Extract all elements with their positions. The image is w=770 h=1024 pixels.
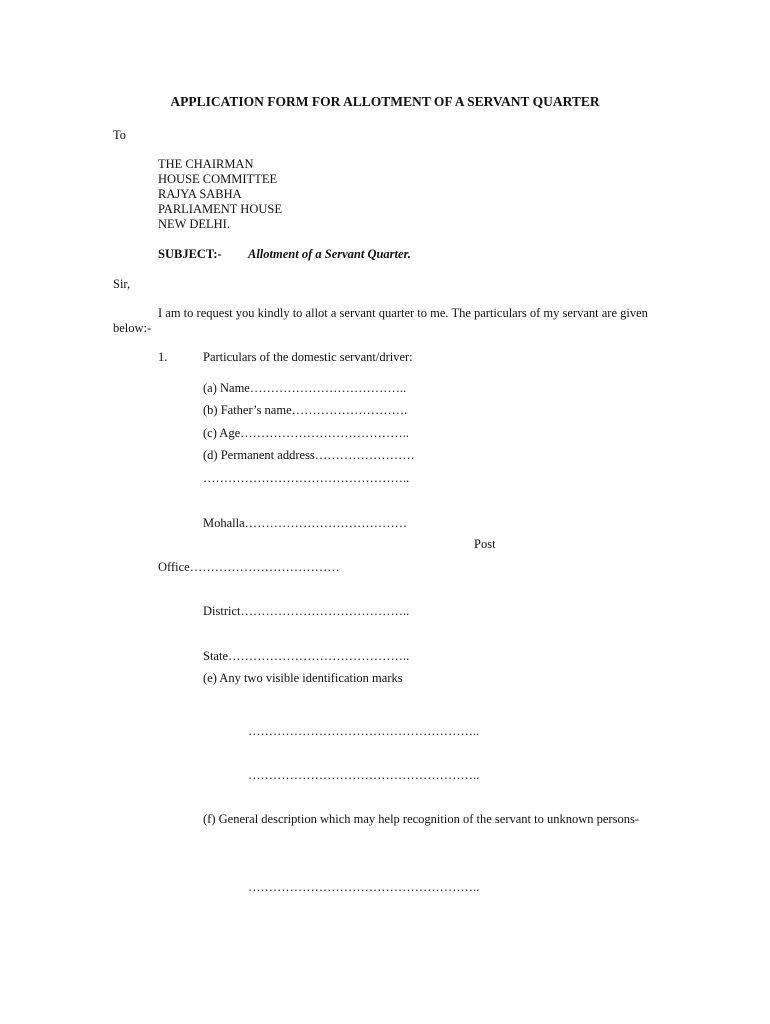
item-number: 1.	[158, 350, 168, 364]
name-field[interactable]: (a) Name………………………………..	[203, 381, 407, 395]
subject-text: Allotment of a Servant Quarter.	[248, 247, 411, 261]
request-line-2: below:-	[113, 321, 152, 335]
request-line-1: I am to request you kindly to allot a servant quarter to me. The particulars of my servant are given	[158, 306, 648, 320]
identification-mark-2-field[interactable]: ………………………………………………..	[248, 768, 480, 782]
post-office-field[interactable]: Office………………………………	[158, 560, 340, 574]
addressee-line: PARLIAMENT HOUSE	[158, 202, 282, 216]
addressee-line: NEW DELHI.	[158, 217, 230, 231]
post-label: Post	[474, 537, 496, 551]
mohalla-field[interactable]: Mohalla…………………………………	[203, 516, 408, 530]
fathers-name-field[interactable]: (b) Father’s name……………………….	[203, 403, 408, 417]
identification-marks-label: (e) Any two visible identification marks	[203, 671, 403, 685]
age-field[interactable]: (c) Age…………………………………..	[203, 426, 409, 440]
addressee-line: THE CHAIRMAN	[158, 157, 254, 171]
general-description-field[interactable]: ………………………………………………..	[248, 880, 480, 894]
addressee-line: HOUSE COMMITTEE	[158, 172, 278, 186]
general-description-label: (f) General description which may help recognition of the servant to unknown persons-	[203, 812, 639, 826]
identification-mark-1-field[interactable]: ………………………………………………..	[248, 724, 480, 738]
subject-label: SUBJECT:-	[158, 247, 222, 261]
district-field[interactable]: District…………………………………..	[203, 604, 410, 618]
page-title: APPLICATION FORM FOR ALLOTMENT OF A SERVANT QUARTER	[170, 94, 600, 109]
permanent-address-field[interactable]: (d) Permanent address……………………	[203, 448, 415, 462]
to-label: To	[113, 128, 127, 142]
salutation: Sir,	[113, 277, 131, 291]
permanent-address-continuation[interactable]: …………………………………………..	[203, 471, 410, 485]
addressee-line: RAJYA SABHA	[158, 187, 242, 201]
item-heading: Particulars of the domestic servant/driver:	[203, 350, 413, 364]
state-field[interactable]: State……………………………………..	[203, 649, 410, 663]
